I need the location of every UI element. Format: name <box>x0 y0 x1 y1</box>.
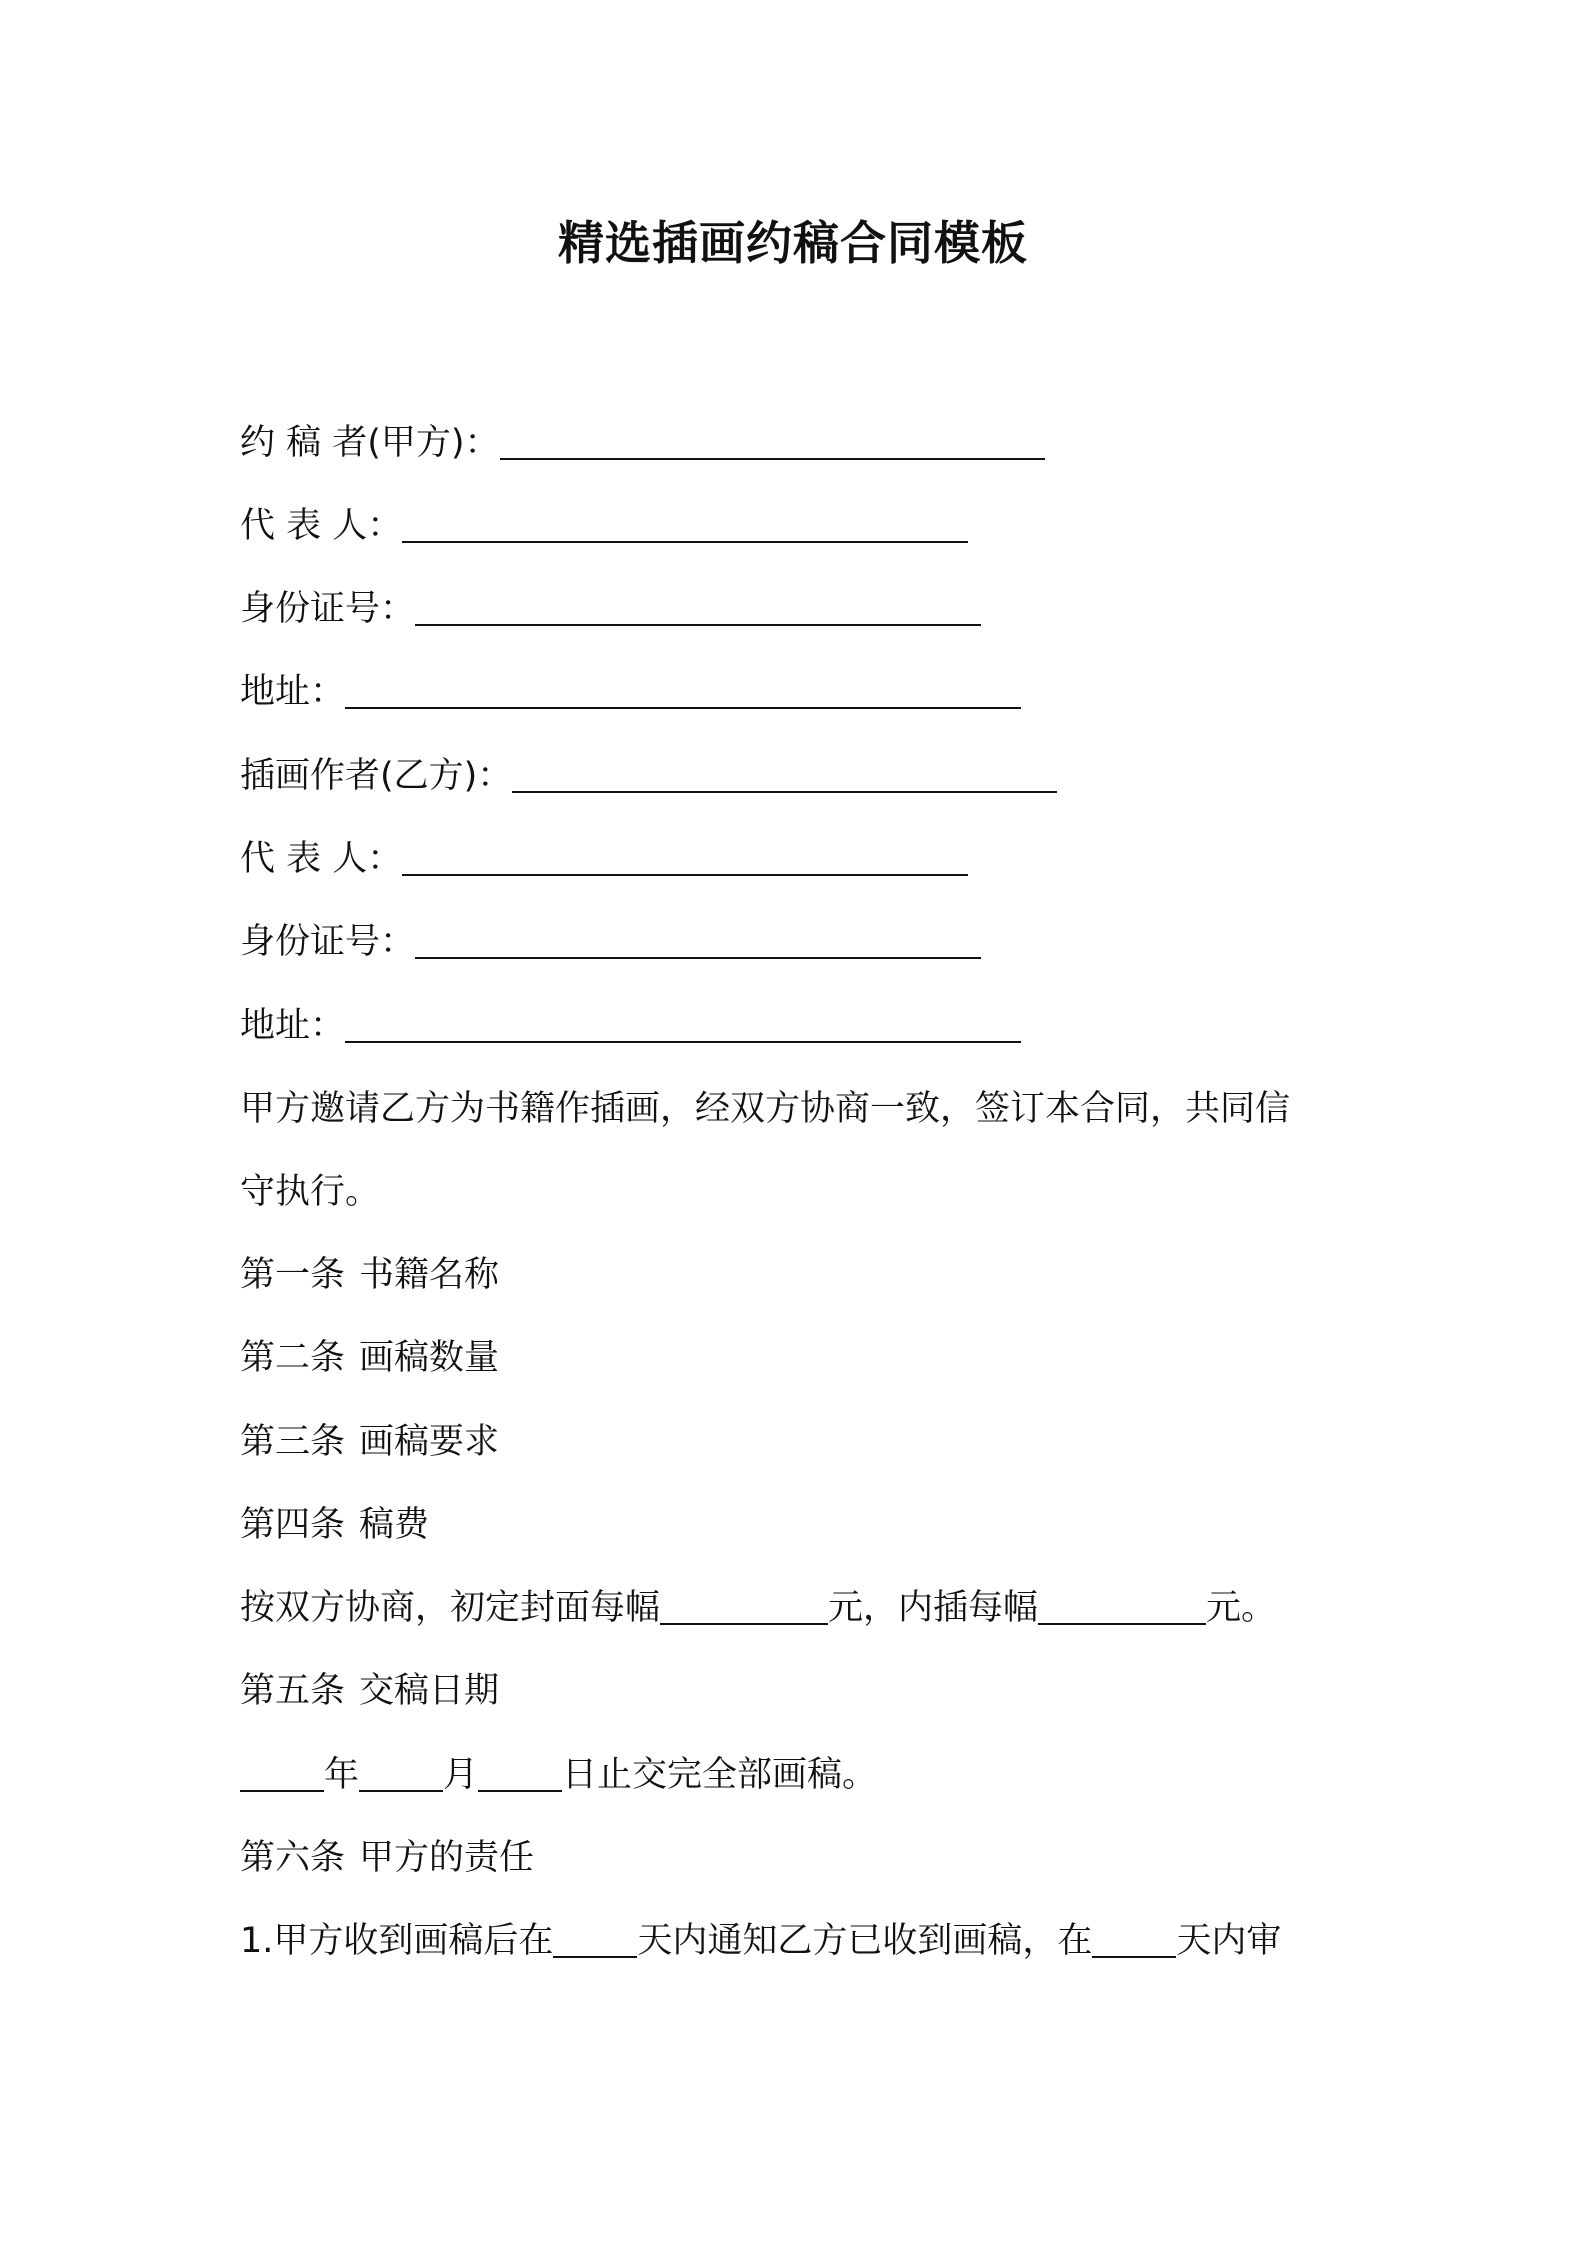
article-4-title: 稿费 <box>359 1505 430 1545</box>
party-a-id-label: 身份证号： <box>240 589 416 629</box>
party-b-representative-blank[interactable] <box>402 836 968 876</box>
party-b-representative-line <box>240 834 968 884</box>
deadline-day-blank[interactable] <box>478 1752 562 1792</box>
article-2-title: 画稿数量 <box>359 1338 500 1378</box>
article-6-heading <box>240 1833 534 1883</box>
duty-text-1: 1.甲方收到画稿后在 <box>240 1921 554 1961</box>
party-a-representative-blank[interactable] <box>402 503 968 543</box>
article-4-heading <box>240 1500 429 1550</box>
fee-text-2: 元，内插每幅 <box>828 1588 1039 1628</box>
article-1-number: 第一条 <box>240 1255 346 1295</box>
article-1-title: 书籍名称 <box>359 1255 500 1295</box>
deadline-year-label: 年 <box>324 1755 360 1795</box>
article-5-number: 第五条 <box>240 1671 346 1711</box>
party-b-id-line <box>240 917 981 967</box>
article-6-title: 甲方的责任 <box>359 1838 535 1878</box>
fee-text-3: 元。 <box>1206 1588 1277 1628</box>
article-5-heading <box>240 1666 499 1716</box>
intro-text-line-1: 甲方邀请乙方为书籍作插画，经双方协商一致，签订本合同，共同信 <box>240 1089 1291 1129</box>
party-b-representative-label: 代 表 人： <box>240 839 403 879</box>
party-b-id-blank[interactable] <box>415 919 981 959</box>
party-a-address-label: 地址： <box>240 672 346 712</box>
article-3-number: 第三条 <box>240 1422 346 1462</box>
party-b-id-label: 身份证号： <box>240 922 416 962</box>
review-days-blank[interactable] <box>1092 1918 1176 1958</box>
party-a-id-line <box>240 584 981 634</box>
notify-days-blank[interactable] <box>553 1918 637 1958</box>
article-3-heading <box>240 1417 499 1467</box>
party-a-address-line <box>240 667 1021 717</box>
party-b-address-line <box>240 1001 1021 1051</box>
duty-text-2: 天内通知乙方已收到画稿，在 <box>637 1921 1093 1961</box>
fee-line <box>240 1583 1276 1633</box>
party-a-id-blank[interactable] <box>415 586 981 626</box>
article-5-title: 交稿日期 <box>359 1671 500 1711</box>
article-4-number: 第四条 <box>240 1505 346 1545</box>
party-a-duty-line <box>240 1916 1281 1966</box>
party-b-blank[interactable] <box>512 753 1057 793</box>
deadline-month-label: 月 <box>443 1755 479 1795</box>
article-2-heading <box>240 1333 499 1383</box>
deadline-line <box>240 1750 877 1800</box>
deadline-year-blank[interactable] <box>240 1752 324 1792</box>
article-6-number: 第六条 <box>240 1838 346 1878</box>
party-a-representative-label: 代 表 人： <box>240 506 403 546</box>
party-a-representative-line <box>240 501 968 551</box>
party-b-address-label: 地址： <box>240 1006 346 1046</box>
party-a-blank[interactable] <box>500 420 1045 460</box>
party-b-address-blank[interactable] <box>345 1003 1021 1043</box>
party-b-line <box>240 751 1057 801</box>
party-b-label: 插画作者(乙方)： <box>240 756 513 796</box>
cover-fee-blank[interactable] <box>660 1585 828 1625</box>
party-a-address-blank[interactable] <box>345 669 1021 709</box>
party-a-line <box>240 418 1045 468</box>
fee-text-1: 按双方协商，初定封面每幅 <box>240 1588 661 1628</box>
document-title: 精选插画约稿合同模板 <box>558 216 1028 270</box>
inner-fee-blank[interactable] <box>1038 1585 1206 1625</box>
party-a-label: 约 稿 者(甲方)： <box>240 423 500 463</box>
deadline-day-text: 日止交完全部画稿。 <box>562 1755 878 1795</box>
article-2-number: 第二条 <box>240 1338 346 1378</box>
intro-text-line-2: 守执行。 <box>240 1172 381 1212</box>
duty-text-3: 天内审 <box>1176 1921 1282 1961</box>
deadline-month-blank[interactable] <box>359 1752 443 1792</box>
article-1-heading <box>240 1250 499 1300</box>
article-3-title: 画稿要求 <box>359 1422 500 1462</box>
